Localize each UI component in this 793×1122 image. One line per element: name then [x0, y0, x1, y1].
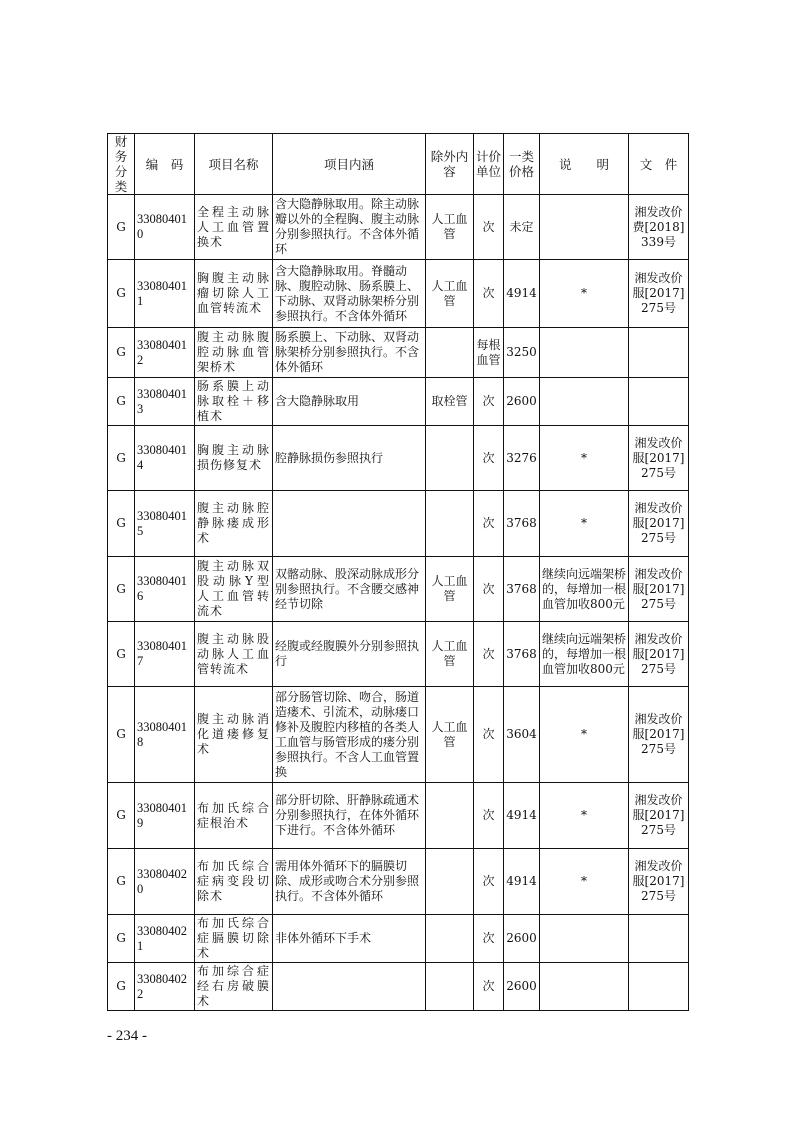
cell-file: 湘发改价服[2017]275号 — [629, 622, 689, 687]
cell-file — [629, 963, 689, 1011]
cell-code: 330804011 — [135, 260, 195, 328]
cell-unit: 次 — [474, 195, 504, 260]
cell-note: * — [540, 426, 629, 491]
header-code: 编 码 — [135, 134, 195, 195]
cell-exclusion — [426, 491, 474, 557]
table-row — [108, 622, 689, 687]
cell-price: 4914 — [504, 260, 540, 328]
header-category: 财务分类 — [108, 134, 135, 195]
cell-note — [540, 378, 629, 426]
cell-category: G — [108, 687, 135, 783]
cell-unit: 次 — [474, 426, 504, 491]
table-row — [108, 783, 689, 849]
cell-file — [629, 378, 689, 426]
cell-note: * — [540, 491, 629, 557]
cell-name: 布加氏综合症膈膜切除术 — [195, 915, 273, 963]
cell-unit: 次 — [474, 378, 504, 426]
cell-file — [629, 915, 689, 963]
cell-name: 腹主动脉腹腔动脉血管架桥术 — [195, 328, 273, 378]
cell-category: G — [108, 622, 135, 687]
cell-content: 部分肠管切除、吻合，肠道造瘘术、引流术，动脉瘘口修补及腹腔内移植的各类人工血管与肠管形成的瘘分别参照执行。不含人工血管置换 — [273, 687, 426, 783]
cell-note — [540, 328, 629, 378]
cell-category: G — [108, 783, 135, 849]
cell-note: * — [540, 687, 629, 783]
cell-name: 胸腹主动脉损伤修复术 — [195, 426, 273, 491]
cell-category: G — [108, 849, 135, 915]
header-exclusion: 除外内容 — [426, 134, 474, 195]
cell-unit: 次 — [474, 915, 504, 963]
cell-file: 湘发改价服[2017]275号 — [629, 849, 689, 915]
cell-code: 330804021 — [135, 915, 195, 963]
header-name: 项目名称 — [195, 134, 273, 195]
header-row — [108, 134, 689, 195]
cell-category: G — [108, 195, 135, 260]
cell-code: 330804017 — [135, 622, 195, 687]
cell-file: 湘发改价服[2017]275号 — [629, 426, 689, 491]
cell-exclusion — [426, 783, 474, 849]
cell-content: 含大隐静脉取用。除主动脉瓣以外的全程胸、腹主动脉分别参照执行。不含体外循环 — [273, 195, 426, 260]
cell-code: 330804020 — [135, 849, 195, 915]
cell-price: 3768 — [504, 622, 540, 687]
cell-category: G — [108, 378, 135, 426]
table-row — [108, 557, 689, 622]
cell-name: 腹主动脉消化道瘘修复术 — [195, 687, 273, 783]
cell-unit: 次 — [474, 622, 504, 687]
cell-code: 330804012 — [135, 328, 195, 378]
cell-file: 湘发改价服[2017]275号 — [629, 260, 689, 328]
cell-name: 肠系膜上动脉取栓＋移植术 — [195, 378, 273, 426]
cell-exclusion — [426, 963, 474, 1011]
cell-exclusion: 人工血管 — [426, 687, 474, 783]
cell-price: 2600 — [504, 378, 540, 426]
cell-file — [629, 328, 689, 378]
cell-price: 未定 — [504, 195, 540, 260]
cell-price: 2600 — [504, 915, 540, 963]
cell-exclusion — [426, 328, 474, 378]
cell-name: 全程主动脉人工血管置换术 — [195, 195, 273, 260]
cell-name: 腹主动脉腔静脉瘘成形术 — [195, 491, 273, 557]
cell-content: 含大隐静脉取用。脊髓动脉、腹腔动脉、肠系膜上、下动脉、双肾动脉架桥分别参照执行。不含体外循环 — [273, 260, 426, 328]
cell-note: * — [540, 260, 629, 328]
cell-price: 4914 — [504, 783, 540, 849]
cell-category: G — [108, 963, 135, 1011]
header-file: 文 件 — [629, 134, 689, 195]
cell-name: 布加氏综合症病变段切除术 — [195, 849, 273, 915]
cell-note: * — [540, 783, 629, 849]
cell-note: 继续向远端架桥的，每增加一根血管加收800元 — [540, 622, 629, 687]
cell-code: 330804019 — [135, 783, 195, 849]
cell-note: 继续向远端架桥的，每增加一根血管加收800元 — [540, 557, 629, 622]
cell-content: 经腹或经腹膜外分别参照执行 — [273, 622, 426, 687]
table-row — [108, 849, 689, 915]
table-row — [108, 378, 689, 426]
header-note: 说 明 — [540, 134, 629, 195]
header-unit: 计价单位 — [474, 134, 504, 195]
cell-exclusion: 人工血管 — [426, 195, 474, 260]
cell-unit: 次 — [474, 687, 504, 783]
price-table — [107, 133, 689, 1011]
cell-code: 330804022 — [135, 963, 195, 1011]
table-row — [108, 963, 689, 1011]
table-row — [108, 260, 689, 328]
cell-price: 2600 — [504, 963, 540, 1011]
table-row — [108, 915, 689, 963]
cell-exclusion: 取栓管 — [426, 378, 474, 426]
cell-content: 需用体外循环下的膈膜切除、成形或吻合术分别参照执行。不含体外循环 — [273, 849, 426, 915]
cell-price: 3250 — [504, 328, 540, 378]
cell-price: 3768 — [504, 491, 540, 557]
cell-note — [540, 963, 629, 1011]
cell-code: 330804018 — [135, 687, 195, 783]
cell-unit: 次 — [474, 491, 504, 557]
cell-content: 部分肝切除、肝静脉疏通术分别参照执行，在体外循环下进行。不含体外循环 — [273, 783, 426, 849]
cell-price: 3276 — [504, 426, 540, 491]
cell-category: G — [108, 260, 135, 328]
cell-price: 3768 — [504, 557, 540, 622]
table-row — [108, 426, 689, 491]
cell-file: 湘发改价服[2017]275号 — [629, 687, 689, 783]
cell-unit: 次 — [474, 783, 504, 849]
cell-name: 胸腹主动脉瘤切除人工血管转流术 — [195, 260, 273, 328]
cell-note: * — [540, 849, 629, 915]
cell-category: G — [108, 491, 135, 557]
cell-unit: 次 — [474, 849, 504, 915]
cell-name: 布加氏综合症根治术 — [195, 783, 273, 849]
cell-content: 肠系膜上、下动脉、双肾动脉架桥分别参照执行。不含体外循环 — [273, 328, 426, 378]
table-row — [108, 195, 689, 260]
cell-unit: 次 — [474, 260, 504, 328]
cell-code: 330804013 — [135, 378, 195, 426]
cell-content: 含大隐静脉取用 — [273, 378, 426, 426]
cell-content: 非体外循环下手术 — [273, 915, 426, 963]
cell-file: 湘发改价服[2017]275号 — [629, 557, 689, 622]
cell-note — [540, 195, 629, 260]
cell-code: 330804010 — [135, 195, 195, 260]
cell-exclusion — [426, 849, 474, 915]
cell-unit: 每根血管 — [474, 328, 504, 378]
cell-code: 330804016 — [135, 557, 195, 622]
cell-code: 330804015 — [135, 491, 195, 557]
header-content: 项目内涵 — [273, 134, 426, 195]
cell-category: G — [108, 328, 135, 378]
cell-file: 湘发改价服[2017]275号 — [629, 783, 689, 849]
cell-code: 330804014 — [135, 426, 195, 491]
cell-category: G — [108, 915, 135, 963]
cell-price: 4914 — [504, 849, 540, 915]
cell-category: G — [108, 426, 135, 491]
cell-file: 湘发改价费[2018]339号 — [629, 195, 689, 260]
cell-exclusion: 人工血管 — [426, 557, 474, 622]
cell-name: 腹主动脉双股动脉Y型人工血管转流术 — [195, 557, 273, 622]
cell-unit: 次 — [474, 557, 504, 622]
table-row — [108, 687, 689, 783]
cell-name: 腹主动脉股动脉人工血管转流术 — [195, 622, 273, 687]
cell-unit: 次 — [474, 963, 504, 1011]
cell-content — [273, 963, 426, 1011]
cell-name: 布加综合症经右房破膜术 — [195, 963, 273, 1011]
cell-file: 湘发改价服[2017]275号 — [629, 491, 689, 557]
cell-price: 3604 — [504, 687, 540, 783]
cell-exclusion: 人工血管 — [426, 260, 474, 328]
table-row — [108, 328, 689, 378]
cell-note — [540, 915, 629, 963]
cell-exclusion — [426, 426, 474, 491]
header-price: 一类价格 — [504, 134, 540, 195]
cell-exclusion: 人工血管 — [426, 622, 474, 687]
cell-content: 腔静脉损伤参照执行 — [273, 426, 426, 491]
cell-exclusion — [426, 915, 474, 963]
cell-category: G — [108, 557, 135, 622]
cell-content — [273, 491, 426, 557]
page-number: - 234 - — [107, 1028, 147, 1044]
cell-content: 双髂动脉、股深动脉成形分别参照执行。不含腰交感神经节切除 — [273, 557, 426, 622]
table-row — [108, 491, 689, 557]
